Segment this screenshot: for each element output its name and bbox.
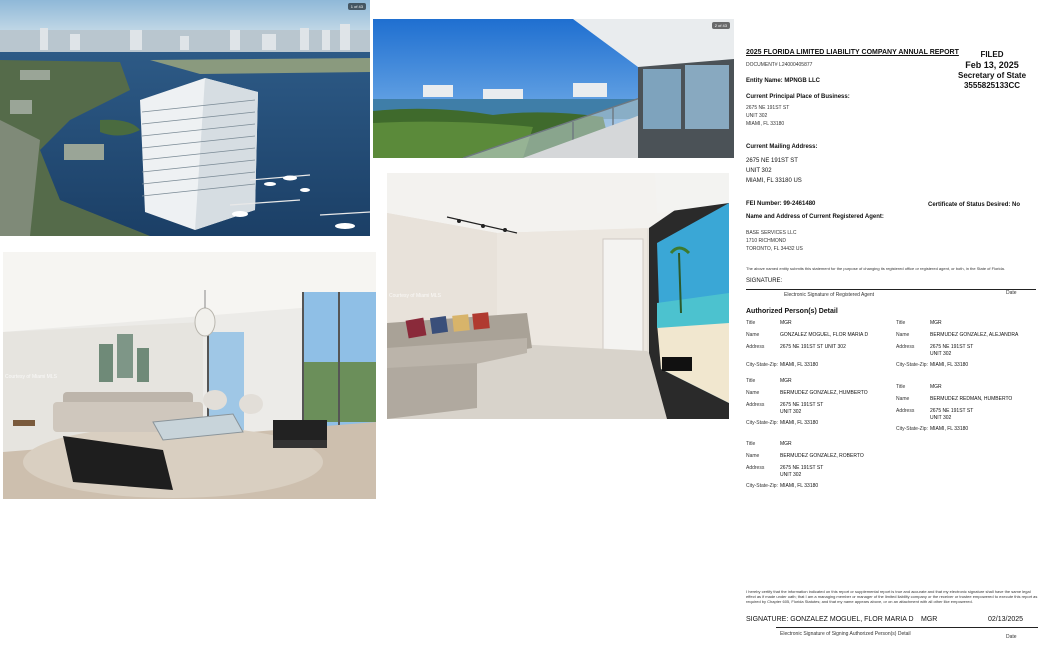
certification-text: I hereby certify that the information indicated on this report or supplemental report is true and accurate and that my electronic signature shall have the same legal effect as if made under oath; that I am a managing member or manager of the limited liability company or the receiver or trustee empowered to execute this report as required by Chapter 605, Florida Statutes; and that my name appears above, or on an attachment with all other like empowered. (746, 589, 1038, 604)
final-signature: SIGNATURE: GONZALEZ MOGUEL, FLOR MARIA D (746, 616, 914, 623)
person-field-label: Name (896, 396, 910, 402)
principal-line: 2675 NE 191ST ST (746, 105, 790, 111)
person-field-label: Address (746, 344, 765, 350)
person-field-label: City-State-Zip: (746, 362, 778, 368)
final-date-label: Date (1006, 634, 1017, 640)
living-room-scene (3, 252, 376, 499)
person-field-label: Address (896, 408, 915, 414)
final-date: 02/13/2025 (988, 616, 1024, 623)
person-field-label: Name (746, 332, 760, 338)
person-field-label: Title (746, 378, 756, 384)
person-field-label: Title (746, 441, 756, 447)
person-field-value: MIAMI, FL 33180 (780, 483, 819, 489)
person-field-label: Address (746, 465, 765, 471)
person-field-value: UNIT 302 (780, 409, 802, 415)
person-field-value: UNIT 302 (930, 351, 952, 357)
person-field-value: 2675 NE 191ST ST (930, 408, 974, 414)
listing-watermark: Courtesy of Miami MLS (5, 374, 57, 380)
person-field-label: Title (746, 320, 756, 326)
living-room-photo (3, 252, 376, 499)
mailing-line: UNIT 302 (746, 168, 772, 174)
person-field-label: City-State-Zip: (746, 483, 778, 489)
agent-line: 1710 RICHMOND (746, 238, 787, 244)
person-field-label: City-State-Zip: (746, 420, 778, 426)
certificate-status: Certificate of Status Desired: No (928, 202, 1021, 208)
signature-line (746, 289, 1036, 290)
aerial-scene (0, 0, 370, 236)
agent-statement: The above named entity submits this statement for the purpose of changing its registered office or registered agent, or both, in the State of Florida. (746, 266, 1005, 271)
principal-line: UNIT 302 (746, 113, 768, 119)
filed-stamp (950, 50, 1034, 91)
fei-number: FEI Number: 99-2461480 (746, 201, 816, 207)
mailing-line: MIAMI, FL 33180 US (746, 178, 802, 184)
person-field-value: MIAMI, FL 33180 (930, 426, 969, 432)
final-title: MGR (921, 616, 938, 623)
person-field-label: Name (896, 332, 910, 338)
person-field-value: BERMUDEZ REDMAN, HUMBERTO (930, 396, 1013, 402)
person-field-label: City-State-Zip: (896, 362, 928, 368)
person-field-value: MIAMI, FL 33180 (780, 362, 819, 368)
person-field-value: MGR (930, 320, 942, 326)
person-field-label: Address (896, 344, 915, 350)
person-field-label: Address (746, 402, 765, 408)
listing-watermark: Courtesy of Miami MLS (389, 293, 441, 299)
person-field-value: MIAMI, FL 33180 (930, 362, 969, 368)
person-field-label: Title (896, 384, 906, 390)
person-field-label: Title (896, 320, 906, 326)
final-signature-line (776, 627, 1038, 628)
filed-label: FILED (980, 50, 1004, 59)
person-field-value: MGR (930, 384, 942, 390)
final-caption: Electronic Signature of Signing Authorized Person(s) Detail (780, 631, 911, 637)
mailing-line: 2675 NE 191ST ST (746, 158, 798, 164)
agent-line: TORONTO, FL 34432 US (746, 246, 803, 252)
principal-heading: Current Principal Place of Business: (746, 94, 850, 100)
filed-office: Secretary of State (957, 71, 1027, 81)
annual-report-document (736, 44, 1036, 664)
document-number: DOCUMENT# L24000405877 (746, 62, 813, 68)
person-field-value: 2675 NE 191ST ST (780, 402, 824, 408)
date-label: Date (1006, 290, 1017, 296)
person-field-value: UNIT 302 (780, 472, 802, 478)
person-field-value: BERMUDEZ GONZALEZ, ALEJANDRA (930, 332, 1019, 338)
photo-counter-badge: 1 of 43 (348, 3, 366, 10)
person-field-label: City-State-Zip: (896, 426, 928, 432)
signature-label: SIGNATURE: (746, 278, 783, 284)
filed-date: Feb 13, 2025 (965, 60, 1019, 70)
certification-block (736, 590, 1036, 660)
aerial-building-photo (0, 0, 370, 236)
person-field-value: GONZALEZ MOGUEL, FLOR MARIA D (780, 332, 869, 338)
agent-line: BASE SERVICES LLC (746, 230, 797, 236)
agent-signature-caption: Electronic Signature of Registered Agent (784, 292, 875, 298)
person-field-label: Name (746, 453, 760, 459)
person-field-value: MGR (780, 441, 792, 447)
persons-heading: Authorized Person(s) Detail (746, 308, 838, 315)
person-field-label: Name (746, 390, 760, 396)
den-tv-room-photo (387, 173, 729, 419)
balcony-view-photo (373, 19, 734, 158)
mailing-heading: Current Mailing Address: (746, 144, 818, 150)
agent-heading: Name and Address of Current Registered Agent: (746, 214, 884, 220)
filed-number: 3555825133CC (963, 81, 1021, 91)
photo-counter-badge: 2 of 43 (712, 22, 730, 29)
entity-name: Entity Name: MPNGB LLC (746, 78, 821, 84)
person-field-value: MIAMI, FL 33180 (780, 420, 819, 426)
person-field-value: UNIT 302 (930, 415, 952, 421)
person-field-value: BERMUDEZ GONZALEZ, ROBERTO (780, 453, 864, 459)
principal-line: MIAMI, FL 33180 (746, 121, 785, 127)
person-field-value: MGR (780, 378, 792, 384)
report-title: 2025 FLORIDA LIMITED LIABILITY COMPANY ANNUAL REPORT (746, 49, 959, 56)
person-field-value: 2675 NE 191ST ST UNIT 302 (780, 344, 846, 350)
person-field-value: BERMUDEZ GONZALEZ, HUMBERTO (780, 390, 868, 396)
balcony-scene (373, 19, 734, 158)
person-field-value: 2675 NE 191ST ST (780, 465, 824, 471)
person-field-value: MGR (780, 320, 792, 326)
person-field-value: 2675 NE 191ST ST (930, 344, 974, 350)
